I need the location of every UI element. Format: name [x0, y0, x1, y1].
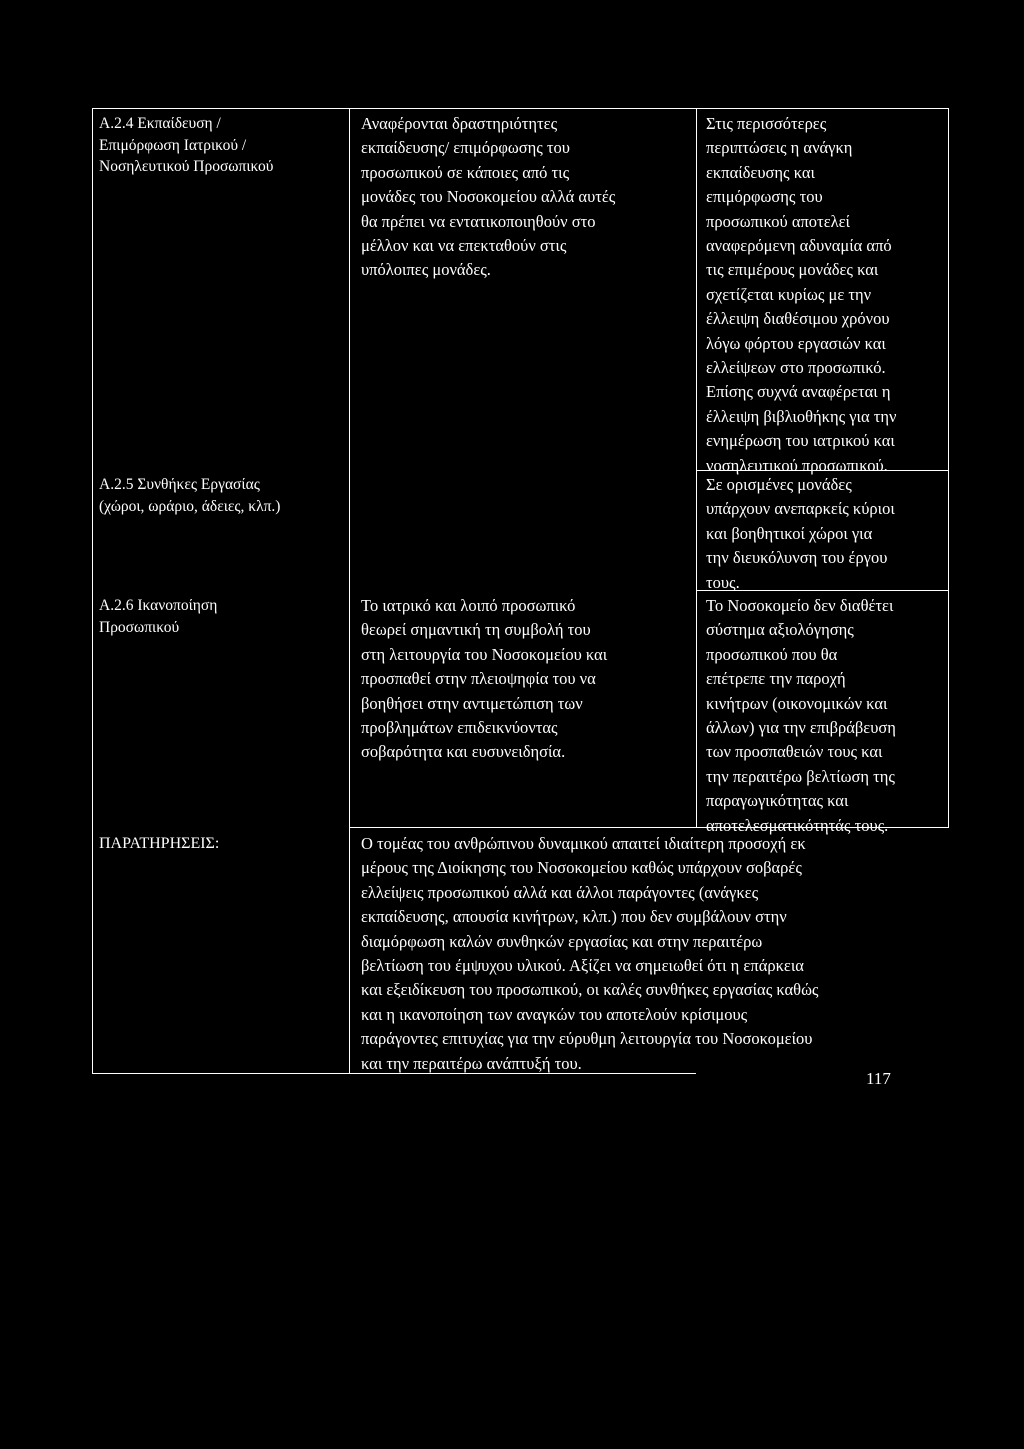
text-line: στη λειτουργία του Νοσοκομείου και — [361, 644, 608, 664]
table-border-right — [948, 108, 949, 828]
text-line: τους. — [706, 572, 740, 592]
text-line: προσωπικού σε κάποιες από τις — [361, 162, 570, 182]
text-line: προβλημάτων επιδεικνύοντας — [361, 718, 558, 738]
text-line: εκπαίδευσης/ επιμόρφωσης του — [361, 138, 570, 158]
text-line: Το ιατρικό και λοιπό προσωπικό — [361, 596, 576, 615]
text-line: υπόλοιπες μονάδες. — [361, 260, 491, 280]
text-line: διαμόρφωση καλών συνθηκών εργασίας και στην περαιτέρω — [361, 931, 763, 951]
text-line: Επίσης συχνά αναφέρεται η — [706, 382, 891, 402]
text-line: επέτρεπε την παροχή — [706, 669, 846, 689]
text-line: κινήτρων (οικονομικών και — [706, 693, 888, 713]
text-line: αναφερόμενη αδυναμία από — [706, 236, 892, 256]
text-line: νοσηλευτικού προσωπικού. — [706, 455, 888, 475]
text-line: και η ικανοποίηση των αναγκών του αποτελούν κρίσιμους — [361, 1004, 748, 1024]
text-line: ενημέρωση του ιατρικού και — [706, 431, 895, 451]
row-weaknesses-a26 — [706, 594, 896, 838]
text-line: Το Νοσοκομείο δεν διαθέτει — [706, 596, 894, 615]
text-line: μέλλον και να επεκταθούν στις — [361, 236, 567, 256]
text-line: λόγω φόρτου εργασιών και — [706, 333, 886, 353]
text-line: θα πρέπει να εντατικοποιηθούν στο — [361, 211, 596, 231]
text-line: την διευκόλυνση του έργου — [706, 548, 888, 568]
text-line: και εξειδίκευση του προσωπικού, οι καλές συνθήκες εργασίας καθώς — [361, 980, 819, 1000]
heading-line: A.2.5 Συνθήκες Εργασίας — [99, 476, 260, 493]
text-line: προσωπικού αποτελεί — [706, 211, 850, 231]
text-line: υπάρχουν ανεπαρκείς κύριοι — [706, 499, 895, 519]
row-weaknesses-a25 — [706, 473, 895, 595]
text-line: έλλειψη διαθέσιμου χρόνου — [706, 309, 890, 329]
text-line: σύστημα αξιολόγησης — [706, 620, 854, 640]
text-line: Σε ορισμένες μονάδες — [706, 475, 852, 494]
text-line: ελλείψεων στο προσωπικό. — [706, 358, 886, 378]
text-line: μέρους της Διοίκησης του Νοσοκομείου καθώς υπάρχουν σοβαρές — [361, 858, 802, 878]
text-line: έλλειψη βιβλιοθήκης για την — [706, 406, 897, 426]
text-line: σοβαρότητα και ευσυνειδησία. — [361, 742, 566, 762]
page-number: 117 — [866, 1069, 891, 1088]
remarks-text — [361, 832, 818, 1076]
text-line: Ο τομέας του ανθρώπινου δυναμικού απαιτεί ιδιαίτερη προσοχή εκ — [361, 834, 806, 853]
text-line: θεωρεί σημαντική τη συμβολή του — [361, 620, 591, 640]
row-weaknesses-a24 — [706, 112, 896, 478]
heading-line: ΠΑΡΑΤΗΡΗΣΕΙΣ: — [99, 835, 220, 852]
row-heading-a26 — [99, 595, 217, 638]
text-line: την περαιτέρω βελτίωση της — [706, 766, 895, 786]
text-line: παραγωγικότητας και — [706, 791, 849, 811]
table-divider-2 — [696, 108, 697, 828]
text-line: περιπτώσεις η ανάγκη — [706, 138, 853, 158]
text-line: βοηθήσει στην αντιμετώπιση των — [361, 693, 583, 713]
table-border-top — [92, 108, 948, 109]
text-line: και βοηθητικοί χώροι για — [706, 523, 873, 543]
remarks-heading — [99, 832, 219, 856]
heading-line: A.2.4 Εκπαίδευση / — [99, 115, 221, 132]
heading-line: (χώροι, ωράριο, άδειες, κλπ.) — [99, 497, 281, 515]
text-line: άλλων) για την επιβράβευση — [706, 718, 896, 738]
heading-line: Επιμόρφωση Ιατρικού / — [99, 136, 247, 154]
heading-line: Προσωπικού — [99, 618, 180, 636]
heading-line: Νοσηλευτικού Προσωπικού — [99, 158, 274, 175]
text-line: μονάδες του Νοσοκομείου αλλά αυτές — [361, 187, 616, 207]
text-line: και την περαιτέρω ανάπτυξή του. — [361, 1053, 582, 1073]
text-line: Αναφέρονται δραστηριότητες — [361, 114, 558, 133]
text-line: εκπαίδευσης, απουσία κινήτρων, κλπ.) που δεν συμβάλουν στην — [361, 907, 787, 927]
text-line: επιμόρφωσης του — [706, 187, 823, 207]
row-findings-a26 — [361, 594, 607, 765]
text-line: βελτίωση του έμψυχου υλικού. Αξίζει να σημειωθεί ότι η επάρκεια — [361, 956, 804, 976]
text-line: αποτελεσματικότητάς τους. — [706, 815, 889, 835]
table-divider-1 — [349, 108, 350, 1074]
text-line: σχετίζεται κυρίως με την — [706, 284, 872, 304]
text-line: προσωπικού που θα — [706, 644, 838, 664]
text-line: προσπαθεί στην πλειοψηφία του να — [361, 669, 596, 689]
row-findings-a24 — [361, 112, 615, 283]
heading-line: A.2.6 Ικανοποίηση — [99, 597, 218, 614]
text-line: ελλείψεις προσωπικού αλλά και άλλοι παράγοντες (ανάγκες — [361, 882, 759, 902]
row-heading-a25 — [99, 474, 280, 517]
text-line: των προσπαθειών τους και — [706, 742, 883, 762]
text-line: τις επιμέρους μονάδες και — [706, 260, 879, 280]
text-line: παράγοντες επιτυχίας για την εύρυθμη λειτουργία του Νοσοκομείου — [361, 1029, 813, 1049]
row-heading-a24 — [99, 113, 273, 178]
text-line: εκπαίδευσης και — [706, 162, 815, 182]
table-border-left — [92, 108, 93, 1074]
text-line: Στις περισσότερες — [706, 114, 827, 133]
